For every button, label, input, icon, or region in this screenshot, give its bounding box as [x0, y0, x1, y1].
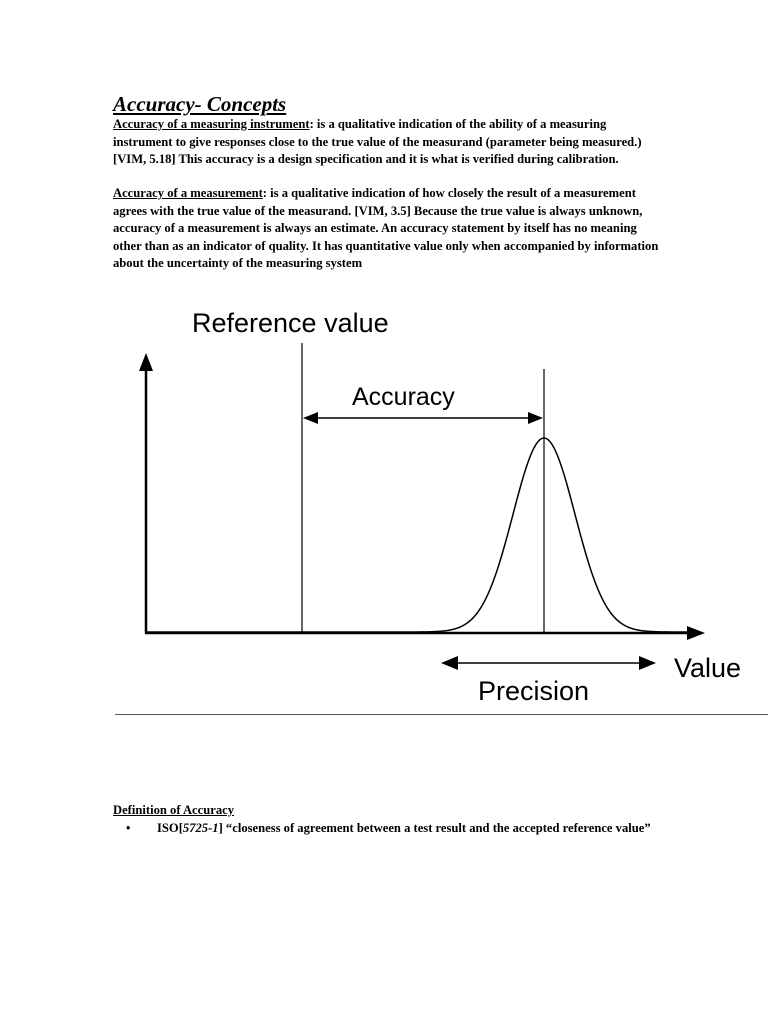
paragraph-lead: Accuracy of a measurement: [113, 186, 263, 200]
paragraph-body: : is a qualitative indication of how closely the result of a measurement agrees with the true value of the measurand. [VIM, 3.5] Because the true value is always unknown, accuracy of a measurement is always an estimate. An accuracy statement by itself has no meaning other than as an indicator of quality. It has quantitative value only when accompanied by information about the uncertainty of the measuring system: [113, 186, 659, 270]
bullet: •: [126, 821, 131, 835]
section-divider: [115, 714, 768, 715]
standard-id: 5725-1: [182, 821, 219, 835]
accuracy-arrow-right-head: [528, 412, 543, 424]
list-item: [113, 820, 673, 838]
precision-label: Precision: [478, 676, 590, 706]
accuracy-arrow-left-head: [303, 412, 318, 424]
paragraph-lead: Accuracy of a measuring instrument: [113, 117, 310, 131]
reference-value-label: Reference value: [192, 308, 389, 338]
definition-prefix: ISO[: [157, 821, 183, 835]
definition-list: [113, 820, 673, 838]
definition-text: ] “closeness of agreement between a test result and the accepted reference value”: [218, 821, 651, 835]
accuracy-label: Accuracy: [352, 383, 455, 411]
value-axis-label: Value: [674, 653, 742, 683]
x-axis-arrowhead: [687, 626, 705, 640]
paragraph-measurement-accuracy: [113, 185, 661, 273]
y-axis-arrowhead: [139, 353, 153, 371]
distribution-curve: [146, 438, 690, 632]
accuracy-diagram: [0, 295, 768, 715]
paragraph-instrument-accuracy: [113, 116, 661, 169]
precision-arrow-right-head: [639, 656, 656, 670]
precision-arrow-left-head: [441, 656, 458, 670]
definition-heading: Definition of Accuracy: [113, 803, 235, 817]
page-title: Accuracy- Concepts: [113, 92, 287, 116]
paragraph-body: : is a qualitative indication of the ability of a measuring instrument to give responses close to the true value of the measurand (parameter being measured.) [VIM, 5.18] This accuracy is a design specification and it is what is verified during calibration.: [113, 117, 642, 166]
